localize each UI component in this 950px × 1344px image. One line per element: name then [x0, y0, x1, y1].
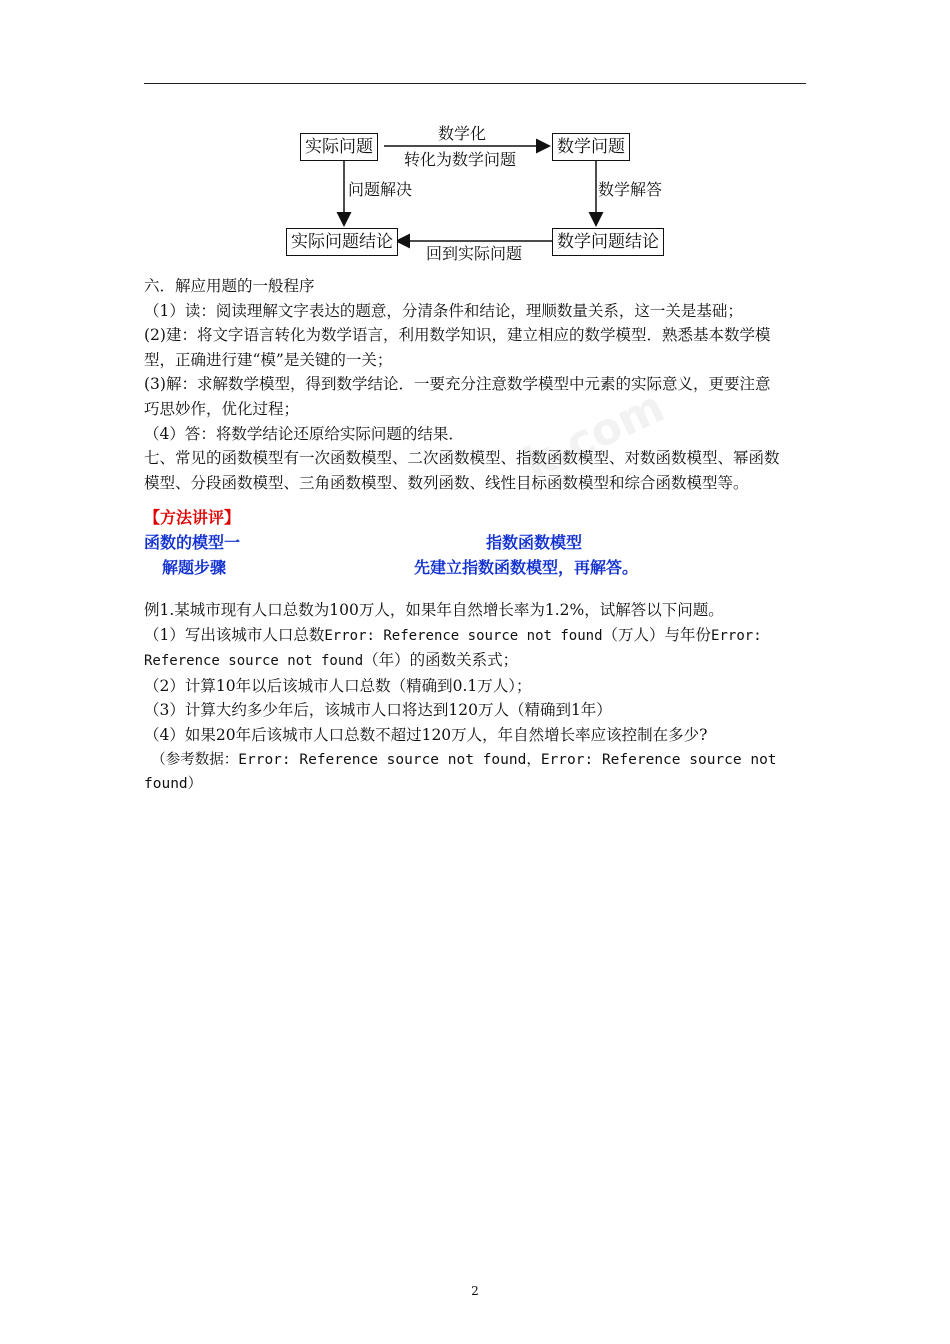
label-mathematize: 数学化 [438, 124, 487, 143]
reference-data-a: （参考数据：Error: Reference source not found，Error: Reference source not [144, 751, 777, 768]
steps-value: 先建立指数函数模型，再解答。 [414, 558, 639, 577]
label-math-answer: 数学解答 [598, 180, 663, 199]
example-q1b [144, 648, 808, 674]
section7-line2: 模型、分段函数模型、三角函数模型、数列函数、线性目标函数模型和综合函数模型等。 [144, 473, 749, 492]
q1-error-3: Reference source not found [144, 653, 364, 670]
example-q2: （2）计算10年以后该城市人口总数（精确到0.1万人）； [144, 676, 532, 695]
label-back: 回到实际问题 [426, 244, 523, 263]
section6-step3a: (3)解：求解数学模型，得到数学结论．一要充分注意数学模型中元素的实际意义，更要注意 [144, 375, 771, 394]
model-value: 指数函数模型 [486, 533, 583, 552]
box-actual-problem: 实际问题 [300, 133, 378, 161]
page-number: 2 [471, 1284, 479, 1298]
reference-data-b: found） [144, 776, 203, 793]
method-review [144, 505, 808, 580]
steps-label: 解题步骤 [162, 558, 227, 577]
box-actual-conclusion: 实际问题结论 [286, 228, 398, 256]
section6-step2b: 型，正确进行建“模”是关键的一关； [144, 350, 393, 369]
section-six [144, 274, 808, 495]
example-q3: （3）计算大约多少年后，该城市人口将达到120万人（精确到1年） [144, 701, 612, 720]
section6-step3b: 巧思妙作，优化过程； [144, 399, 300, 418]
label-convert: 转化为数学问题 [404, 150, 517, 169]
example-q4: （4）如果20年后该城市人口总数不超过120万人，年自然增长率应该控制在多少? [144, 725, 708, 744]
watermark: k.com [516, 381, 672, 490]
section6-step1: （1）读：阅读理解文字表达的题意，分清条件和结论，理顺数量关系，这一关是基础； [144, 301, 743, 320]
section6-heading: 六．解应用题的一般程序 [144, 277, 315, 295]
example-intro: 例1.某城市现有人口总数为100万人，如果年自然增长率为1.2%，试解答以下问题。 [144, 601, 724, 619]
q1-middle: （万人）与年份 [602, 625, 712, 644]
section6-step2a: (2)建：将文字语言转化为数学语言，利用数学知识，建立相应的数学模型．熟悉基本数学模 [144, 326, 771, 345]
q1-prefix: （1）写出该城市人口总数 [144, 625, 325, 644]
method-title: 【方法讲评】 [144, 508, 241, 527]
q1-suffix: （年）的函数关系式； [363, 651, 519, 670]
label-solve-problem: 问题解决 [348, 180, 413, 199]
section6-step4: （4）答：将数学结论还原给实际问题的结果． [144, 424, 464, 443]
section7-line1: 七、常见的函数模型有一次函数模型、二次函数模型、指数函数模型、对数函数模型、幂函数 [144, 449, 780, 468]
box-math-conclusion: 数学问题结论 [552, 228, 664, 256]
example-q1a [144, 623, 808, 649]
q1-error-1: Error: Reference source not found [324, 627, 603, 644]
header-rule [144, 83, 806, 84]
q1-error-2: Error: [711, 627, 762, 644]
flow-diagram [280, 120, 680, 270]
model-label: 函数的模型一 [144, 533, 241, 552]
example-1 [144, 598, 808, 797]
box-math-problem: 数学问题 [552, 133, 630, 161]
